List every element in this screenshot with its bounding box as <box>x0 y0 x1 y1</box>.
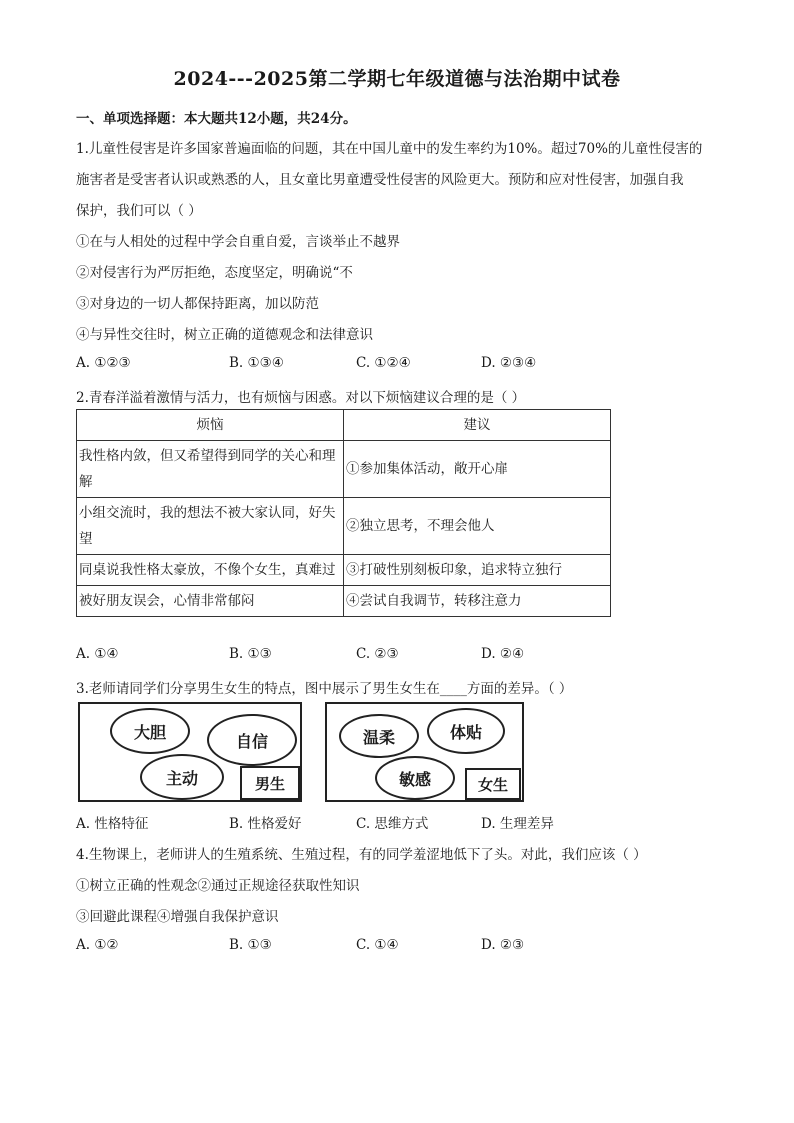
q3-option-d[interactable]: D. 生理差异 <box>481 816 554 832</box>
table-cell-advice: ③打破性别刻板印象，追求特立独行 <box>344 555 611 586</box>
table-cell-worry: 小组交流时，我的想法不被大家认同，好失望 <box>77 498 344 555</box>
q4-statements-3-4: ③回避此课程④增强自我保护意识 <box>76 909 279 925</box>
table-cell-advice: ①参加集体活动，敞开心扉 <box>344 441 611 498</box>
trait-bubble: 敏感 <box>375 756 455 800</box>
table-header-advice: 建议 <box>344 410 611 441</box>
q3-option-c[interactable]: C. 思维方式 <box>356 816 429 832</box>
q3-option-b[interactable]: B. 性格爱好 <box>229 816 302 832</box>
q2-table <box>76 409 611 617</box>
table-row <box>77 555 611 586</box>
q1-option-d[interactable]: D. ②③④ <box>481 355 537 371</box>
q4-option-a[interactable]: A. ①② <box>76 937 119 953</box>
trait-bubble: 温柔 <box>339 714 419 758</box>
q3-option-a[interactable]: A. 性格特征 <box>76 816 149 832</box>
table-cell-worry: 同桌说我性格太豪放，不像个女生，真难过 <box>77 555 344 586</box>
q1-statement-3: ③对身边的一切人都保持距离，加以防范 <box>76 296 319 312</box>
table-cell-worry: 被好朋友误会，心情非常郁闷 <box>77 586 344 617</box>
q4-statements-1-2: ①树立正确的性观念②通过正规途径获取性知识 <box>76 878 360 894</box>
q2-stem: 2.青春洋溢着激情与活力，也有烦恼与困惑。对以下烦恼建议合理的是（ ） <box>76 390 526 406</box>
q1-option-b[interactable]: B. ①③④ <box>229 355 284 371</box>
q1-stem-line2: 施害者是受害者认识或熟悉的人，且女童比男童遭受性侵害的风险更大。预防和应对性侵害，加强自我 <box>76 172 684 188</box>
boy-label: 男生 <box>240 766 300 800</box>
q4-option-d[interactable]: D. ②③ <box>481 937 525 953</box>
table-header-row <box>77 410 611 441</box>
table-cell-advice: ②独立思考，不理会他人 <box>344 498 611 555</box>
q1-option-a[interactable]: A. ①②③ <box>76 355 131 371</box>
q1-stem-line1: 1.儿童性侵害是许多国家普遍面临的问题，其在中国儿童中的发生率约为10%。超过70%的儿童性侵害的 <box>76 141 703 157</box>
q1-stem-line3: 保护，我们可以（ ） <box>76 203 202 219</box>
q4-option-c[interactable]: C. ①④ <box>356 937 399 953</box>
q2-option-a[interactable]: A. ①④ <box>76 646 119 662</box>
q4-option-b[interactable]: B. ①③ <box>229 937 272 953</box>
table-row <box>77 441 611 498</box>
section-heading: 一、单项选择题：本大题共12小题，共24分。 <box>76 111 357 127</box>
q3-stem: 3.老师请同学们分享男生女生的特点，图中展示了男生女生在____方面的差异。（ ） <box>76 681 573 697</box>
exam-title: 2024---2025第二学期七年级道德与法治期中试卷 <box>173 68 621 90</box>
trait-bubble: 主动 <box>140 754 224 800</box>
q1-statement-4: ④与异性交往时，树立正确的道德观念和法律意识 <box>76 327 373 343</box>
table-cell-advice: ④尝试自我调节，转移注意力 <box>344 586 611 617</box>
table-row <box>77 586 611 617</box>
q4-stem: 4.生物课上，老师讲人的生殖系统、生殖过程，有的同学羞涩地低下了头。对此，我们应该（ ） <box>76 847 647 863</box>
trait-bubble: 自信 <box>207 714 297 766</box>
q2-option-d[interactable]: D. ②④ <box>481 646 525 662</box>
trait-bubble: 体贴 <box>427 708 505 754</box>
girl-traits-figure <box>325 702 524 802</box>
q1-option-c[interactable]: C. ①②④ <box>356 355 411 371</box>
table-header-worry: 烦恼 <box>77 410 344 441</box>
boy-traits-figure <box>78 702 302 802</box>
table-cell-worry: 我性格内敛，但又希望得到同学的关心和理解 <box>77 441 344 498</box>
q1-statement-1: ①在与人相处的过程中学会自重自爱，言谈举止不越界 <box>76 234 400 250</box>
q2-option-c[interactable]: C. ②③ <box>356 646 399 662</box>
q2-option-b[interactable]: B. ①③ <box>229 646 272 662</box>
girl-label: 女生 <box>465 768 521 800</box>
trait-bubble: 大胆 <box>110 708 190 754</box>
table-row <box>77 498 611 555</box>
q1-statement-2: ②对侵害行为严厉拒绝，态度坚定，明确说“不 <box>76 265 353 281</box>
